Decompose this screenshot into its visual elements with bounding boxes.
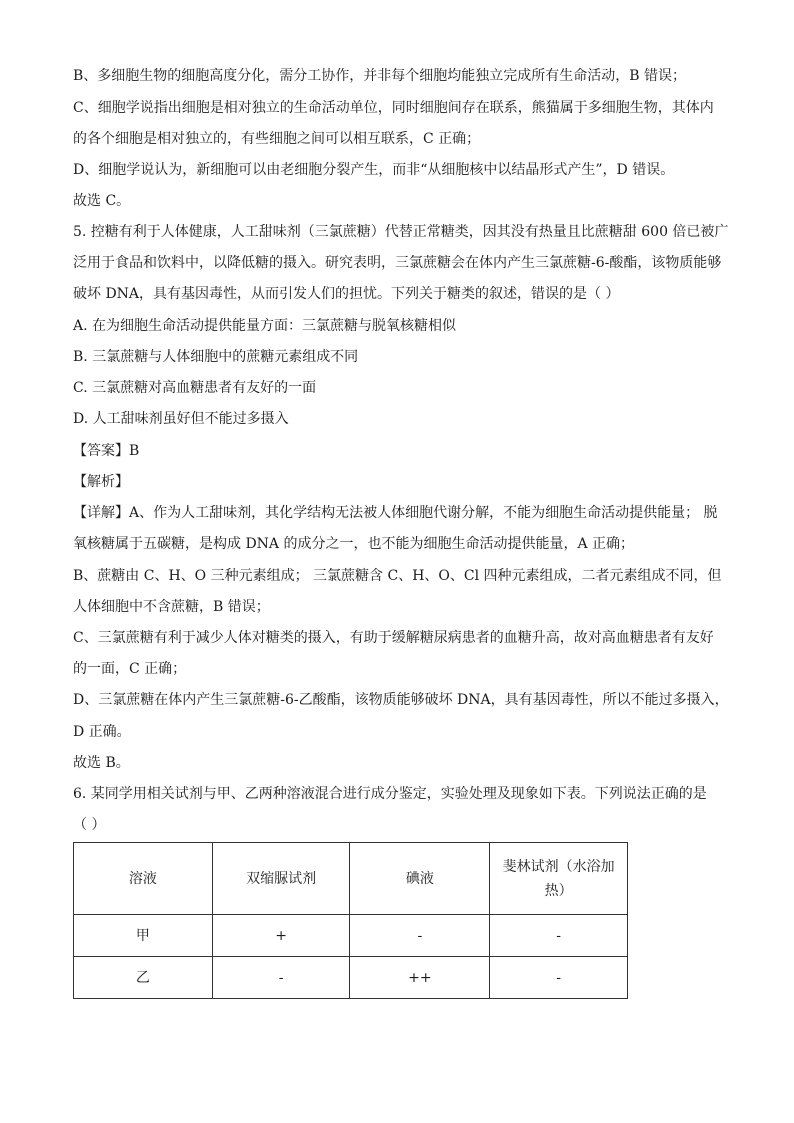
table-cell: - (212, 957, 350, 999)
table-cell: ++ (350, 957, 490, 999)
question-6-stem: （ ） (73, 817, 106, 833)
table-cell: + (212, 915, 350, 957)
text-line: C、细胞学说指出细胞是相对独立的生命活动单位，同时细胞间存在联系，熊猫属于多细胞生物，其体内 (73, 100, 714, 116)
table-cell: - (490, 957, 628, 999)
explanation-line: D、三氯蔗糖在体内产生三氯蔗糖-6-乙酸酯，该物质能够破坏 DNA，具有基因毒性，所以不能过多摄入， (73, 692, 729, 708)
table-header-row (74, 843, 628, 915)
table-cell: 乙 (74, 957, 213, 999)
question-5-stem: 泛用于食品和饮料中，以降低糖的摄入。研究表明，三氯蔗糖会在体内产生三氯蔗糖-6-酸酯，该物质能够 (73, 255, 722, 271)
question-5-stem: 5. 控糖有利于人体健康，人工甜味剂（三氯蔗糖）代替正常糖类，因其没有热量且比蔗糖甜 600 倍已被广 (73, 224, 729, 240)
table-header-cell: 斐林试剂（水浴加热） (490, 843, 628, 915)
explanation-line: 氧核糖属于五碳糖，是构成 DNA 的成分之一，也不能为细胞生命活动提供能量，A 正确； (73, 536, 635, 552)
table-cell: - (350, 915, 490, 957)
text-line: 的各个细胞是相对独立的，有些细胞之间可以相互联系，C 正确； (73, 131, 481, 147)
text-line: D、细胞学说认为，新细胞可以由老细胞分裂产生，而非“从细胞核中以结晶形式产生”，D 错误。 (73, 162, 675, 178)
explanation-line: 【详解】A、作为人工甜味剂，其化学结构无法被人体细胞代谢分解，不能为细胞生命活动提供能量； 脱 (73, 505, 718, 521)
explanation-line: 人体细胞中不含蔗糖，B 错误； (73, 599, 270, 615)
table-row (74, 915, 628, 957)
table-header-cell: 溶液 (74, 843, 213, 915)
table-header-cell: 碘液 (350, 843, 490, 915)
explanation-line: B、蔗糖由 C、H、O 三种元素组成； 三氯蔗糖含 C、H、O、Cl 四种元素组成，二者元素组成不同，但 (73, 568, 722, 584)
table-header-cell: 双缩脲试剂 (212, 843, 350, 915)
explanation-line: C、三氯蔗糖有利于减少人体对糖类的摄入，有助于缓解糖尿病患者的血糖升高，故对高血糖患者有友好 (73, 630, 714, 646)
experiment-table (73, 842, 628, 999)
table-cell: - (490, 915, 628, 957)
analysis-label: 【解析】 (73, 474, 129, 490)
table-cell: 甲 (74, 915, 213, 957)
option-b: B. 三氯蔗糖与人体细胞中的蔗糖元素组成不同 (73, 349, 359, 365)
option-a: A. 在为细胞生命活动提供能量方面：三氯蔗糖与脱氧核糖相似 (73, 318, 457, 334)
text-line: B、多细胞生物的细胞高度分化，需分工协作，并非每个细胞均能独立完成所有生命活动，B 错误； (73, 68, 687, 84)
table-row (74, 957, 628, 999)
explanation-line: 的一面，C 正确； (73, 661, 187, 677)
option-c: C. 三氯蔗糖对高血糖患者有友好的一面 (73, 380, 317, 396)
explanation-line: D 正确。 (73, 724, 131, 740)
answer-label: 【答案】B (73, 443, 140, 459)
question-6-stem: 6. 某同学用相关试剂与甲、乙两种溶液混合进行成分鉴定，实验处理及现象如下表。下列说法正确的是 (73, 786, 707, 802)
option-d: D. 人工甜味剂虽好但不能过多摄入 (73, 411, 289, 427)
explanation-line: 故选 B。 (73, 755, 130, 771)
text-line: 故选 C。 (73, 193, 131, 209)
question-5-stem: 破坏 DNA，具有基因毒性，从而引发人们的担忧。下列关于糖类的叙述，错误的是（ ） (73, 286, 620, 302)
